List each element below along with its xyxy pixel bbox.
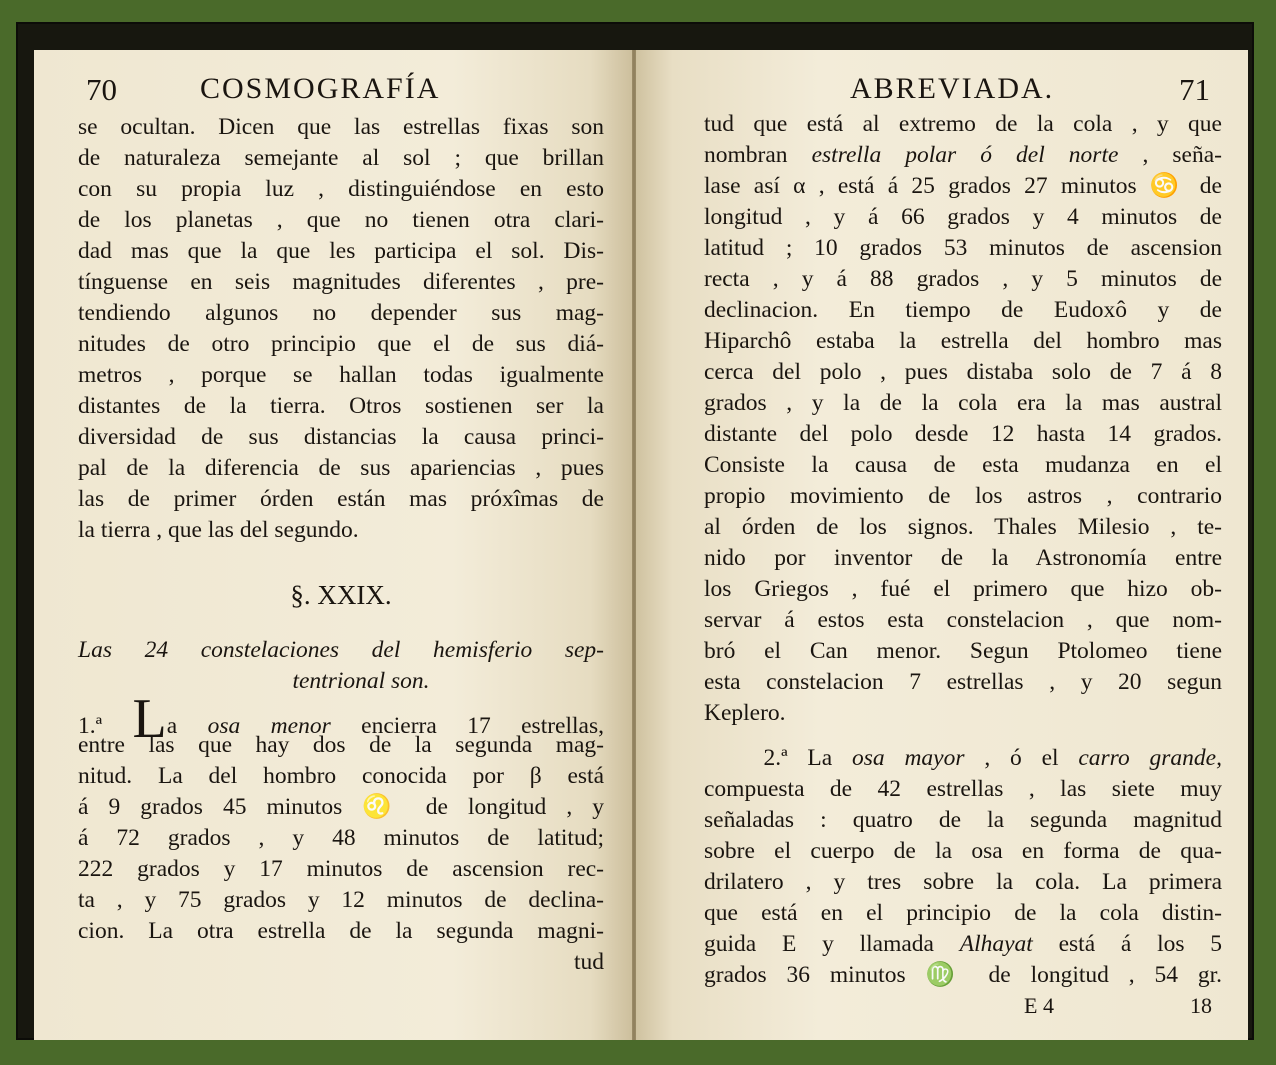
right-paragraph-1 [704, 109, 1222, 729]
text-fragment: nombran [704, 142, 812, 168]
text-line: nitud. La del hombro conocida por β está [78, 763, 604, 789]
text-line: declinacion. En tiempo de Eudoxô y de [704, 297, 1222, 323]
subtitle-line: tentrional son. [292, 668, 430, 694]
text-line: esta constelacion 7 estrellas , y 20 segun [704, 669, 1222, 695]
text-line: la tierra , que las del segundo. [78, 517, 359, 543]
section-heading: §. XXIX. [290, 580, 392, 610]
text-line: servar á estos esta constelacion , que nom- [704, 607, 1222, 633]
text-line: lase así α , está á 25 grados 27 minutos ♋ de [704, 173, 1222, 199]
text-line: que está en el principio de la cola distin- [704, 900, 1222, 926]
text-line: de los planetas , que no tienen otra clari- [78, 207, 604, 233]
right-header [704, 50, 1222, 110]
text-line: á 9 grados 45 minutos ♌ de longitud , y [78, 794, 604, 820]
text-line: Hiparchô estaba la estrella del hombro mas [704, 328, 1222, 354]
text-fragment: guida E y llamada [704, 931, 960, 957]
text-line: cion. La otra estrella de la segunda magni- [78, 918, 604, 944]
book-frame [16, 22, 1254, 1040]
text-line: se ocultan. Dicen que las estrellas fixas son [78, 114, 604, 140]
italic-term: osa menor [207, 713, 331, 739]
text-line: sobre el cuerpo de la osa en forma de qua- [704, 838, 1222, 864]
text-line: Keplero. [704, 700, 786, 726]
left-page [34, 50, 632, 1040]
text-line: grados , y la de la cola era la mas austral [704, 390, 1222, 416]
right-running-head: ABREVIADA. [850, 72, 1055, 105]
italic-term: Alhayat [959, 931, 1033, 957]
left-header [78, 50, 604, 110]
text-line: recta , y á 88 grados , y 5 minutos de [704, 266, 1222, 292]
text-line: tendiendo algunos no depender sus mag- [78, 300, 604, 326]
left-paragraph-1 [78, 112, 604, 546]
text-line: 222 grados y 17 minutos de ascension rec- [78, 856, 604, 882]
text-line: propio movimiento de los astros , contrario [704, 483, 1222, 509]
text-fragment: a [166, 713, 208, 739]
entry-number: 1.ª [78, 713, 103, 739]
text-line: tínguense en seis magnitudes diferentes , pre- [78, 269, 604, 295]
catchword: tud [573, 949, 604, 975]
text-line: drilatero , y tres sobre la cola. La primera [704, 869, 1222, 895]
text-fragment: está á los 5 [1032, 931, 1222, 957]
left-running-head: COSMOGRAFÍA [200, 72, 441, 105]
text-line: compuesta de 42 estrellas , las siete muy [704, 776, 1222, 802]
left-page-number: 70 [86, 72, 117, 107]
signature-mark: E 4 [1024, 993, 1054, 1018]
text-fragment: , seña- [1118, 142, 1222, 168]
text-line: distante del polo desde 12 hasta 14 grados. [704, 421, 1222, 447]
italic-term: estrella polar ó del norte [811, 142, 1119, 168]
text-fragment: , ó el [964, 745, 1079, 771]
entry-first-line [704, 743, 1222, 774]
right-page [636, 50, 1248, 1040]
italic-term: carro grande, [1078, 745, 1222, 771]
text-fragment: La [787, 745, 852, 771]
text-line: de naturaleza semejante al sol ; que brillan [78, 145, 604, 171]
text-line [704, 929, 1222, 960]
text-line: señaladas : quatro de la segunda magnitud [704, 807, 1222, 833]
text-line: metros , porque se hallan todas igualmente [78, 362, 604, 388]
text-line: distantes de la tierra. Otros sostienen ser la [78, 393, 604, 419]
text-line: grados 36 minutos ♍ de longitud , 54 gr. [704, 962, 1222, 988]
italic-term: osa mayor [851, 745, 965, 771]
text-line: nido por inventor de la Astronomía entre [704, 545, 1222, 571]
text-line [704, 140, 1222, 171]
text-line: dad mas que la que les participa el sol. Dis- [78, 238, 604, 264]
text-line: longitud , y á 66 grados y 4 minutos de [704, 204, 1222, 230]
entry-2 [704, 743, 1222, 991]
text-line: latitud ; 10 grados 53 minutos de ascension [704, 235, 1222, 261]
entry-number: 2.ª [763, 745, 788, 771]
text-line: Consiste la causa de esta mudanza en el [704, 452, 1222, 478]
drop-cap: L [132, 688, 167, 750]
page-footer [704, 993, 1222, 1019]
text-line: diversidad de sus distancias la causa princi- [78, 424, 604, 450]
catchword: 18 [1190, 993, 1212, 1018]
text-line: tud que está al extremo de la cola , y que [704, 111, 1222, 137]
text-line: á 72 grados , y 48 minutos de latitud; [78, 825, 604, 851]
right-page-number: 71 [1179, 72, 1210, 107]
text-line: entre las que hay dos de la segunda mag- [78, 732, 604, 758]
text-fragment: encierra 17 estrellas, [330, 713, 604, 739]
text-line: ta , y 75 grados y 12 minutos de declina- [78, 887, 604, 913]
text-line: las de primer órden están mas próxîmas de [78, 486, 604, 512]
entry-1 [78, 688, 604, 978]
text-line: cerca del polo , pues distaba solo de 7 á 8 [704, 359, 1222, 385]
subtitle-line: Las 24 constelaciones del hemisferio sep- [78, 637, 604, 663]
text-line: bró el Can menor. Segun Ptolomeo tiene [704, 638, 1222, 664]
text-line: pal de la diferencia de sus apariencias , pues [78, 455, 604, 481]
text-line: nitudes de otro principio que el de sus diá- [78, 331, 604, 357]
text-line: con su propia luz , distinguiéndose en esto [78, 176, 604, 202]
text-line: al órden de los signos. Thales Milesio , te- [704, 514, 1222, 540]
text-line: los Griegos , fué el primero que hizo ob- [704, 576, 1222, 602]
